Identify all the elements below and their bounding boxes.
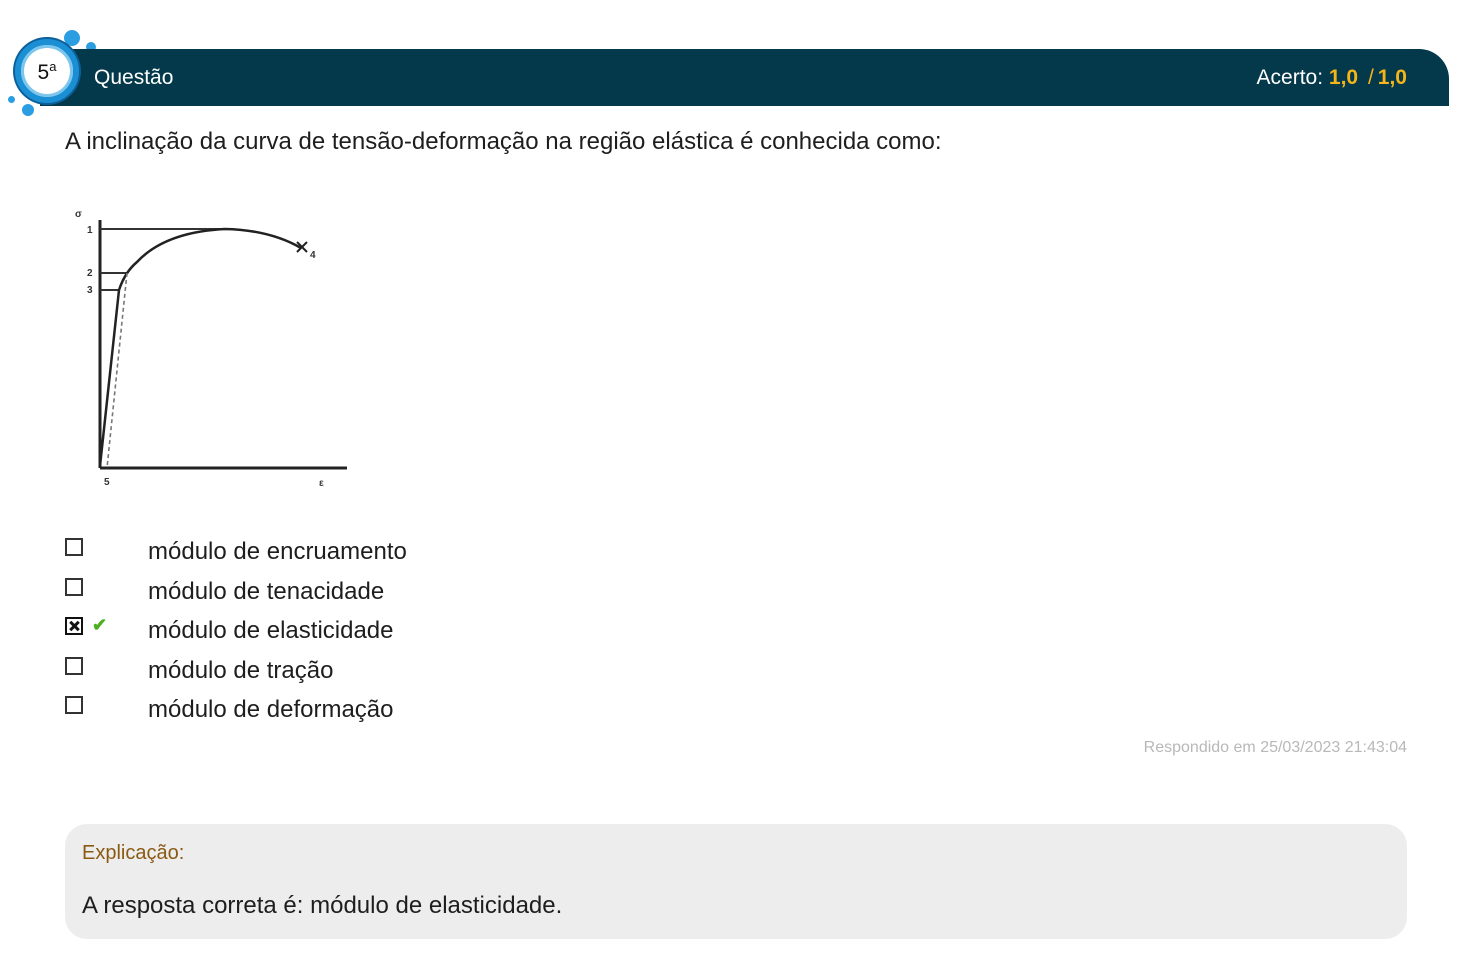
label-1: 1: [87, 225, 93, 236]
label-3: 3: [87, 285, 93, 296]
option-label: módulo de tração: [148, 656, 334, 684]
option-label: módulo de deformação: [148, 696, 394, 723]
stress-strain-figure: [65, 200, 355, 505]
score-value: 1,0: [1328, 66, 1359, 89]
x-axis-symbol: ε: [319, 478, 324, 489]
question-number-suffix: a: [49, 59, 57, 74]
option-checkbox[interactable]: [65, 538, 83, 556]
score-separator: /: [1367, 66, 1374, 89]
option-checkbox[interactable]: [65, 657, 83, 675]
option-label: módulo de encruamento: [148, 538, 407, 565]
label-2: 2: [87, 268, 93, 279]
stress-strain-curve: [100, 229, 301, 466]
explanation-box: [65, 824, 1407, 939]
question-title: Questão: [94, 66, 174, 89]
option-checkbox-checked[interactable]: [65, 617, 83, 635]
label-5: 5: [104, 477, 110, 488]
score-label: Acerto:: [1256, 66, 1324, 89]
question-header-bar: [37, 49, 1449, 106]
score-total: 1,0: [1377, 66, 1407, 89]
correct-check-icon: ✔: [92, 615, 108, 635]
badge-bubble: [8, 96, 15, 103]
score-display: [1257, 49, 1407, 106]
badge-bubble: [22, 104, 34, 116]
question-number-value: 5: [37, 61, 50, 84]
stress-strain-diagram: [65, 200, 355, 500]
option-label: módulo de tenacidade: [148, 577, 385, 605]
option-label: módulo de elasticidade: [148, 617, 394, 644]
explanation-heading: Explicação:: [82, 842, 185, 864]
answered-timestamp: Respondido em 25/03/2023 21:43:04: [1143, 739, 1407, 756]
label-4: 4: [310, 250, 316, 261]
question-text: A inclinação da curva de tensão-deformação na região elástica é conhecida como:: [65, 128, 942, 155]
badge-bubble: [64, 30, 80, 46]
option-checkbox[interactable]: [65, 578, 83, 596]
option-checkbox[interactable]: [65, 696, 83, 714]
y-axis-symbol: σ: [75, 209, 82, 220]
explanation-text: A resposta correta é: módulo de elasticidade.: [82, 892, 563, 919]
